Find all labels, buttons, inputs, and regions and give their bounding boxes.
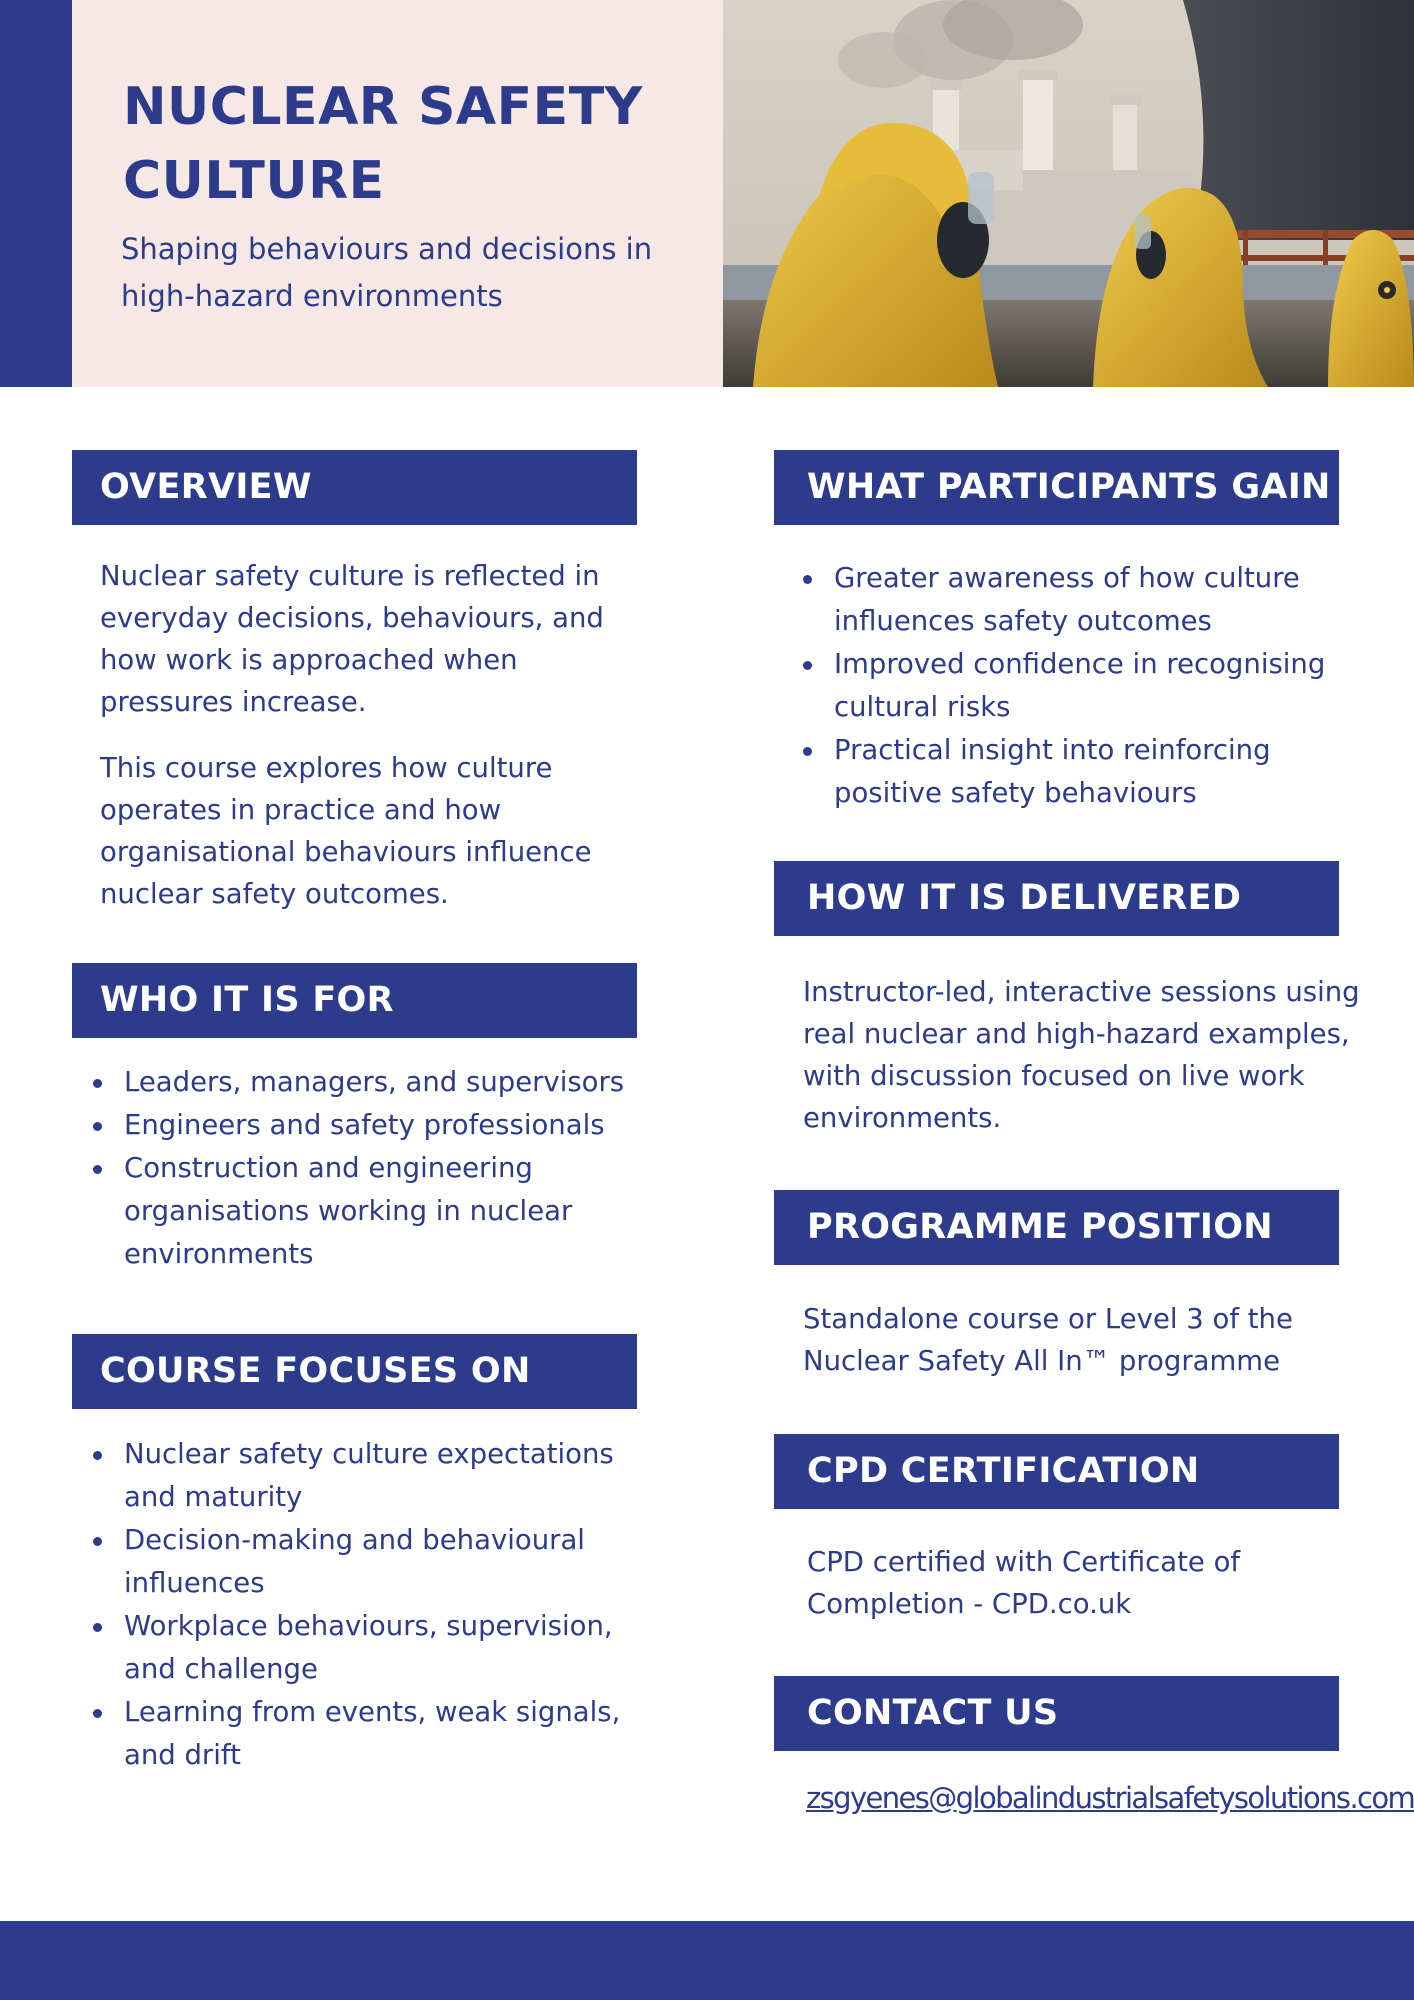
- list-item-text: Learning from events, weak signals,: [124, 1696, 621, 1728]
- list-item: [72, 1691, 652, 1777]
- header-accent-strip: [0, 0, 72, 387]
- photo-chimney-band: [1109, 95, 1141, 105]
- overview-line: Nuclear safety culture is reflected in: [100, 560, 600, 592]
- cpd-line: Completion - CPD.co.uk: [807, 1588, 1132, 1620]
- participants-gain-list: [782, 557, 1342, 815]
- photo-worker-visor: [1135, 215, 1151, 249]
- course-focuses-list: [72, 1433, 652, 1777]
- list-item-text: Construction and engineering: [124, 1152, 533, 1184]
- page-title-line: CULTURE: [123, 151, 385, 211]
- list-item: [72, 1605, 652, 1691]
- list-item-text: and maturity: [124, 1481, 303, 1513]
- list-item: [72, 1104, 652, 1147]
- contact-us-heading: CONTACT US: [774, 1676, 1339, 1751]
- list-item: [782, 557, 1342, 643]
- list-item-text: positive safety behaviours: [834, 777, 1197, 809]
- overview-paragraph-2: [100, 747, 640, 915]
- list-item: [72, 1519, 652, 1605]
- overview-line: operates in practice and how: [100, 794, 502, 826]
- overview-line: everyday decisions, behaviours, and: [100, 602, 604, 634]
- cpd-line: CPD certified with Certificate of: [807, 1546, 1241, 1578]
- list-item: [782, 729, 1342, 815]
- list-item-text: influences safety outcomes: [834, 605, 1212, 637]
- list-item: [782, 643, 1342, 729]
- list-item-text: Engineers and safety professionals: [124, 1109, 605, 1141]
- list-item: [72, 1061, 652, 1104]
- cpd-certification-heading: CPD CERTIFICATION: [774, 1434, 1339, 1509]
- course-focuses-on-heading: COURSE FOCUSES ON: [72, 1334, 637, 1409]
- list-item: [72, 1147, 652, 1276]
- list-item-text: cultural risks: [834, 691, 1011, 723]
- overview-line: pressures increase.: [100, 686, 367, 718]
- list-item-text: and drift: [124, 1739, 241, 1771]
- list-item-text: organisations working in nuclear: [124, 1195, 573, 1227]
- who-it-is-for-heading: WHO IT IS FOR: [72, 963, 637, 1038]
- footer-bar: [0, 1921, 1414, 2000]
- cpd-certification-text: [807, 1541, 1377, 1625]
- programme-position-heading: PROGRAMME POSITION: [774, 1190, 1339, 1265]
- overview-paragraph-1: [100, 555, 640, 723]
- delivery-description: [803, 971, 1373, 1139]
- programme-position-text: [803, 1298, 1373, 1382]
- programme-position-line: Standalone course or Level 3 of the: [803, 1303, 1293, 1335]
- delivery-line: environments.: [803, 1102, 1002, 1134]
- delivery-line: real nuclear and high-hazard examples,: [803, 1018, 1350, 1050]
- who-it-is-for-list: [72, 1061, 652, 1276]
- page-subtitle-line: Shaping behaviours and decisions in: [121, 232, 653, 266]
- list-item-text: Greater awareness of how culture: [834, 562, 1300, 594]
- page-subtitle-line: high-hazard environments: [121, 279, 503, 313]
- delivery-line: with discussion focused on live work: [803, 1060, 1305, 1092]
- list-item-text: Workplace behaviours, supervision,: [124, 1610, 613, 1642]
- list-item-text: Leaders, managers, and supervisors: [124, 1066, 625, 1098]
- list-item-text: influences: [124, 1567, 265, 1599]
- list-item-text: Practical insight into reinforcing: [834, 734, 1271, 766]
- overview-line: This course explores how culture: [100, 752, 553, 784]
- page-subtitle: [121, 226, 681, 320]
- overview-heading: OVERVIEW: [72, 450, 637, 525]
- how-it-is-delivered-heading: HOW IT IS DELIVERED: [774, 861, 1339, 936]
- page-title: [123, 70, 683, 218]
- photo-worker-visor: [968, 172, 994, 224]
- contact-email-link[interactable]: zsgyenes@globalindustrialsafetysolutions.com: [806, 1781, 1414, 1815]
- list-item-text: Nuclear safety culture expectations: [124, 1438, 614, 1470]
- list-item: [72, 1433, 652, 1519]
- list-item-text: environments: [124, 1238, 314, 1270]
- overview-line: nuclear safety outcomes.: [100, 878, 449, 910]
- list-item-text: Decision-making and behavioural: [124, 1524, 585, 1556]
- photo-radiation-badge-center: [1384, 287, 1390, 293]
- page-title-line: NUCLEAR SAFETY: [123, 77, 643, 137]
- overview-line: how work is approached when: [100, 644, 518, 676]
- list-item-text: and challenge: [124, 1653, 318, 1685]
- programme-position-line: Nuclear Safety All In™ programme: [803, 1345, 1280, 1377]
- list-item-text: Improved confidence in recognising: [834, 648, 1326, 680]
- photo-smoke: [838, 32, 928, 88]
- overview-line: organisational behaviours influence: [100, 836, 592, 868]
- delivery-line: Instructor-led, interactive sessions using: [803, 976, 1360, 1008]
- photo-chimney-band: [929, 80, 963, 90]
- hero-photo-hazmat-workers: [723, 0, 1414, 387]
- what-participants-gain-heading: WHAT PARTICIPANTS GAIN: [774, 450, 1339, 525]
- photo-chimney-band: [1019, 70, 1057, 80]
